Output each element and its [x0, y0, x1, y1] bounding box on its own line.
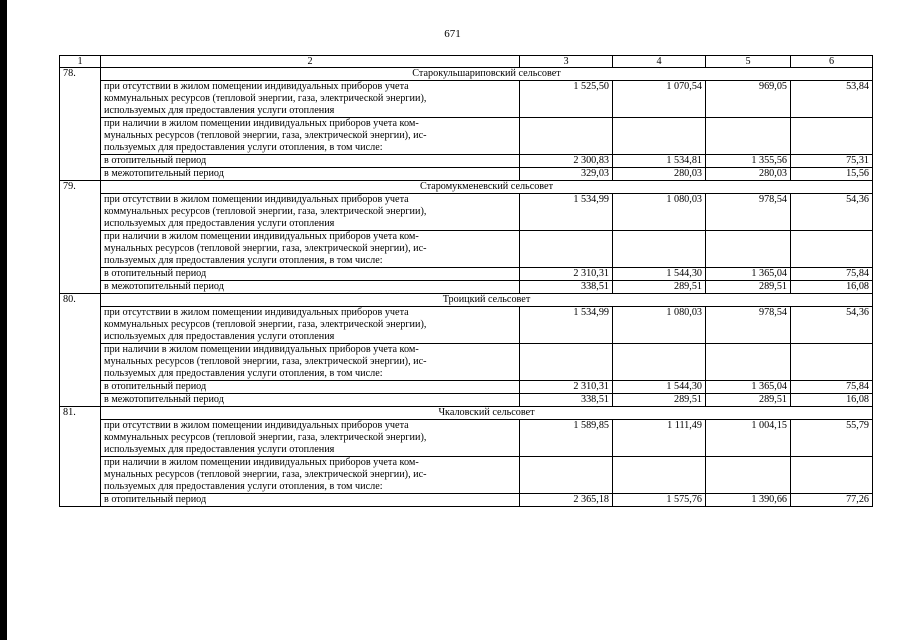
scan-edge-bar [0, 0, 7, 640]
table-row [60, 494, 873, 507]
value-cell [706, 231, 791, 268]
value-cell: 2 365,18 [520, 494, 613, 507]
value-cell: 978,54 [706, 307, 791, 344]
column-header-row [60, 56, 873, 68]
value-cell: 1 004,15 [706, 420, 791, 457]
section-header-row [60, 181, 873, 194]
section-number: 81. [60, 407, 101, 507]
description-line: в межотопительный период [104, 394, 224, 405]
row-description [101, 394, 520, 407]
value-cell: 1 534,99 [520, 307, 613, 344]
column-header: 2 [101, 56, 520, 68]
value-cell: 75,31 [791, 155, 873, 168]
table-row [60, 81, 873, 118]
description-line: коммунальных ресурсов (тепловой энергии, газа, электрической энергии), [104, 93, 427, 104]
value-cell [706, 344, 791, 381]
value-cell [520, 231, 613, 268]
description-line: при отсутствии в жилом помещении индивидуальных приборов учета [104, 81, 409, 92]
section-number: 79. [60, 181, 101, 294]
table-row [60, 268, 873, 281]
section-title: Чкаловский сельсовет [101, 407, 873, 420]
value-cell: 1 534,81 [613, 155, 706, 168]
value-cell: 1 080,03 [613, 194, 706, 231]
value-cell [791, 457, 873, 494]
description-line: используемых для предоставления услуги отопления [104, 105, 335, 116]
value-cell: 2 310,31 [520, 381, 613, 394]
column-header: 3 [520, 56, 613, 68]
value-cell [520, 344, 613, 381]
value-cell: 77,26 [791, 494, 873, 507]
table-row [60, 194, 873, 231]
value-cell [520, 118, 613, 155]
table-row [60, 168, 873, 181]
value-cell: 1 589,85 [520, 420, 613, 457]
value-cell [791, 118, 873, 155]
row-description [101, 81, 520, 118]
section-header-row [60, 68, 873, 81]
description-line: пользуемых для предоставления услуги отопления, в том числе: [104, 255, 383, 266]
table-row [60, 381, 873, 394]
value-cell: 53,84 [791, 81, 873, 118]
description-line: используемых для предоставления услуги отопления [104, 331, 335, 342]
value-cell: 280,03 [706, 168, 791, 181]
description-line: при наличии в жилом помещении индивидуальных приборов учета ком- [104, 344, 419, 355]
table-row [60, 231, 873, 268]
description-line: используемых для предоставления услуги отопления [104, 444, 335, 455]
value-cell: 1 355,56 [706, 155, 791, 168]
value-cell [706, 118, 791, 155]
value-cell: 1 365,04 [706, 268, 791, 281]
section-title: Старомукменевский сельсовет [101, 181, 873, 194]
value-cell: 2 310,31 [520, 268, 613, 281]
description-line: в отопительный период [104, 268, 207, 279]
column-header: 6 [791, 56, 873, 68]
value-cell: 1 544,30 [613, 381, 706, 394]
row-description [101, 457, 520, 494]
page-number: 671 [444, 28, 461, 40]
column-header: 5 [706, 56, 791, 68]
row-description [101, 118, 520, 155]
value-cell: 1 525,50 [520, 81, 613, 118]
section-title: Троицкий сельсовет [101, 294, 873, 307]
section-number: 80. [60, 294, 101, 407]
description-line: мунальных ресурсов (тепловой энергии, газа, электрической энергии), ис- [104, 130, 427, 141]
section-header-row [60, 294, 873, 307]
description-line: в отопительный период [104, 381, 207, 392]
value-cell: 289,51 [613, 281, 706, 294]
column-header: 1 [60, 56, 101, 68]
value-cell: 1 111,49 [613, 420, 706, 457]
description-line: при отсутствии в жилом помещении индивидуальных приборов учета [104, 194, 409, 205]
description-line: при наличии в жилом помещении индивидуальных приборов учета ком- [104, 118, 419, 129]
description-line: в отопительный период [104, 155, 207, 166]
description-line: пользуемых для предоставления услуги отопления, в том числе: [104, 142, 383, 153]
value-cell: 1 544,30 [613, 268, 706, 281]
table-row [60, 344, 873, 381]
row-description [101, 155, 520, 168]
value-cell: 289,51 [706, 394, 791, 407]
section-number: 78. [60, 68, 101, 181]
value-cell: 1 575,76 [613, 494, 706, 507]
value-cell: 338,51 [520, 281, 613, 294]
description-line: мунальных ресурсов (тепловой энергии, газа, электрической энергии), ис- [104, 356, 427, 367]
value-cell: 16,08 [791, 394, 873, 407]
description-line: в межотопительный период [104, 281, 224, 292]
value-cell: 280,03 [613, 168, 706, 181]
row-description [101, 307, 520, 344]
value-cell [613, 344, 706, 381]
value-cell: 969,05 [706, 81, 791, 118]
value-cell [706, 457, 791, 494]
value-cell: 1 070,54 [613, 81, 706, 118]
description-line: коммунальных ресурсов (тепловой энергии, газа, электрической энергии), [104, 319, 427, 330]
value-cell: 1 390,66 [706, 494, 791, 507]
table-row [60, 307, 873, 344]
row-description [101, 168, 520, 181]
row-description [101, 194, 520, 231]
table-row [60, 420, 873, 457]
value-cell [613, 118, 706, 155]
description-line: коммунальных ресурсов (тепловой энергии, газа, электрической энергии), [104, 432, 427, 443]
value-cell: 16,08 [791, 281, 873, 294]
table-row [60, 281, 873, 294]
value-cell: 54,36 [791, 307, 873, 344]
value-cell: 289,51 [706, 281, 791, 294]
row-description [101, 231, 520, 268]
row-description [101, 420, 520, 457]
value-cell: 329,03 [520, 168, 613, 181]
value-cell: 289,51 [613, 394, 706, 407]
tariff-table [59, 55, 873, 507]
row-description [101, 344, 520, 381]
description-line: коммунальных ресурсов (тепловой энергии, газа, электрической энергии), [104, 206, 427, 217]
description-line: пользуемых для предоставления услуги отопления, в том числе: [104, 481, 383, 492]
row-description [101, 281, 520, 294]
value-cell [791, 344, 873, 381]
section-header-row [60, 407, 873, 420]
value-cell [791, 231, 873, 268]
value-cell: 75,84 [791, 381, 873, 394]
value-cell: 978,54 [706, 194, 791, 231]
description-line: в межотопительный период [104, 168, 224, 179]
value-cell: 1 080,03 [613, 307, 706, 344]
value-cell: 2 300,83 [520, 155, 613, 168]
value-cell [613, 231, 706, 268]
row-description [101, 268, 520, 281]
value-cell [520, 457, 613, 494]
row-description [101, 494, 520, 507]
value-cell: 338,51 [520, 394, 613, 407]
description-line: при отсутствии в жилом помещении индивидуальных приборов учета [104, 420, 409, 431]
value-cell: 1 534,99 [520, 194, 613, 231]
value-cell: 75,84 [791, 268, 873, 281]
description-line: пользуемых для предоставления услуги отопления, в том числе: [104, 368, 383, 379]
value-cell [613, 457, 706, 494]
description-line: в отопительный период [104, 494, 207, 505]
section-title: Старокульшариповский сельсовет [101, 68, 873, 81]
value-cell: 15,56 [791, 168, 873, 181]
description-line: при наличии в жилом помещении индивидуальных приборов учета ком- [104, 231, 419, 242]
value-cell: 54,36 [791, 194, 873, 231]
description-line: при наличии в жилом помещении индивидуальных приборов учета ком- [104, 457, 419, 468]
row-description [101, 381, 520, 394]
description-line: при отсутствии в жилом помещении индивидуальных приборов учета [104, 307, 409, 318]
column-header: 4 [613, 56, 706, 68]
table-row [60, 118, 873, 155]
table-row [60, 394, 873, 407]
table-row [60, 457, 873, 494]
value-cell: 1 365,04 [706, 381, 791, 394]
description-line: используемых для предоставления услуги отопления [104, 218, 335, 229]
table-row [60, 155, 873, 168]
description-line: мунальных ресурсов (тепловой энергии, газа, электрической энергии), ис- [104, 243, 427, 254]
description-line: мунальных ресурсов (тепловой энергии, газа, электрической энергии), ис- [104, 469, 427, 480]
value-cell: 55,79 [791, 420, 873, 457]
